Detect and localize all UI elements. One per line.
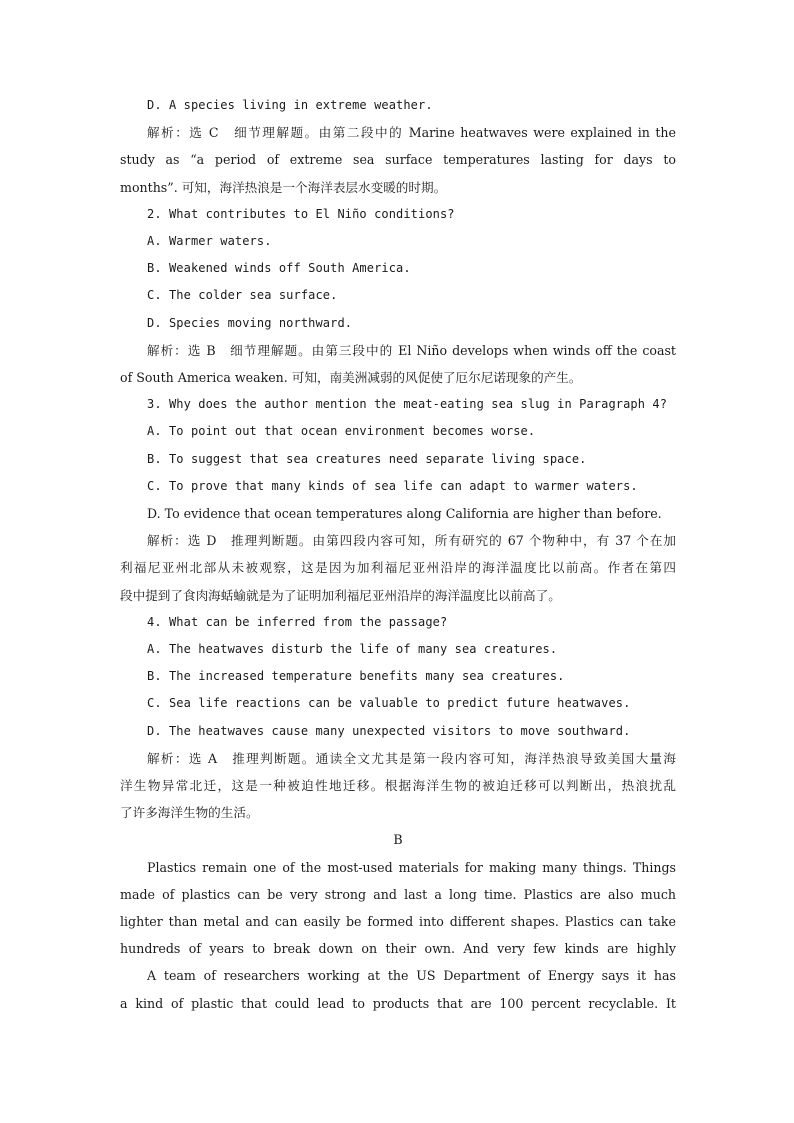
q1-analysis-line-1: 解析：选 C 细节理解题。由第二段中的 Marine heatwaves were explained in the — [147, 125, 676, 141]
q2-option-b: B. Weakened winds off South America. — [147, 261, 411, 276]
q4-option-b: B. The increased temperature benefits many sea creatures. — [147, 669, 565, 684]
passage-p1-line-1: Plastics remain one of the most-used materials for making many things. Things — [147, 859, 676, 875]
q4-analysis-line-3: 了许多海洋生物的生活。 — [120, 805, 259, 821]
q4-option-d: D. The heatwaves cause many unexpected visitors to move southward. — [147, 723, 631, 738]
q3-analysis-line-1: 解析：选 D 推理判断题。由第四段内容可知，所有研究的 67 个物种中，有 37 个在加 — [147, 533, 676, 549]
passage-p1-line-2: made of plastics can be very strong and last a long time. Plastics are also much — [120, 886, 676, 902]
q3-stem: 3. Why does the author mention the meat-eating sea slug in Paragraph 4? — [147, 397, 668, 412]
q3-option-a: A. To point out that ocean environment becomes worse. — [147, 424, 536, 439]
q3-option-c: C. To prove that many kinds of sea life can adapt to warmer waters. — [147, 478, 638, 493]
q4-analysis-line-1: 解析：选 A 推理判断题。通读全文尤其是第一段内容可知，海洋热浪导致美国大量海 — [147, 750, 676, 766]
q4-option-c: C. Sea life reactions can be valuable to predict future heatwaves. — [147, 696, 631, 711]
q2-analysis-line-1: 解析：选 B 细节理解题。由第三段中的 El Niño develops when winds off the coast — [147, 342, 676, 358]
q1-option-d: D. A species living in extreme weather. — [147, 98, 433, 112]
passage-p1-line-4: hundreds of years to break down on their own. And very few kinds are highly — [120, 941, 676, 957]
section-heading: B — [393, 832, 403, 848]
passage-p1-line-3: lighter than metal and can easily be formed into different shapes. Plastics can take — [120, 913, 676, 929]
q1-analysis-line-3: months”. 可知，海洋热浪是一个海洋表层水变暖的时期。 — [120, 179, 447, 195]
q3-analysis-line-3: 段中提到了食肉海蛞蝓就是为了证明加利福尼亚州沿岸的海洋温度比以前高了。 — [120, 587, 561, 603]
passage-p2-line-2: a kind of plastic that could lead to products that are 100 percent recyclable. It — [120, 995, 676, 1011]
q4-analysis-line-2: 洋生物异常北迁，这是一种被迫性地迁移。根据海洋生物的被迫迁移可以判断出，热浪扰乱 — [120, 777, 676, 793]
q1-analysis-line-2: study as “a period of extreme sea surface temperatures lasting for days to — [120, 152, 676, 168]
q3-option-d: D. To evidence that ocean temperatures along California are higher than before. — [147, 506, 662, 521]
q2-analysis-line-2: of South America weaken. 可知，南美洲减弱的风促使了厄尔尼诺现象的产生。 — [120, 369, 582, 385]
q2-option-c: C. The colder sea surface. — [147, 288, 338, 303]
q2-option-a: A. Warmer waters. — [147, 233, 272, 248]
q3-analysis-line-2: 利福尼亚州北部从未被观察，这是因为加利福尼亚州沿岸的海洋温度比以前高。作者在第四 — [120, 560, 676, 576]
q4-option-a: A. The heatwaves disturb the life of many sea creatures. — [147, 641, 558, 656]
document-page — [120, 92, 676, 1017]
q2-option-d: D. Species moving northward. — [147, 315, 353, 330]
q4-stem: 4. What can be inferred from the passage? — [147, 614, 448, 629]
q2-stem: 2. What contributes to El Niño conditions? — [147, 206, 455, 221]
passage-p2-line-1: A team of researchers working at the US Department of Energy says it has — [147, 968, 676, 984]
q3-option-b: B. To suggest that sea creatures need separate living space. — [147, 451, 587, 466]
